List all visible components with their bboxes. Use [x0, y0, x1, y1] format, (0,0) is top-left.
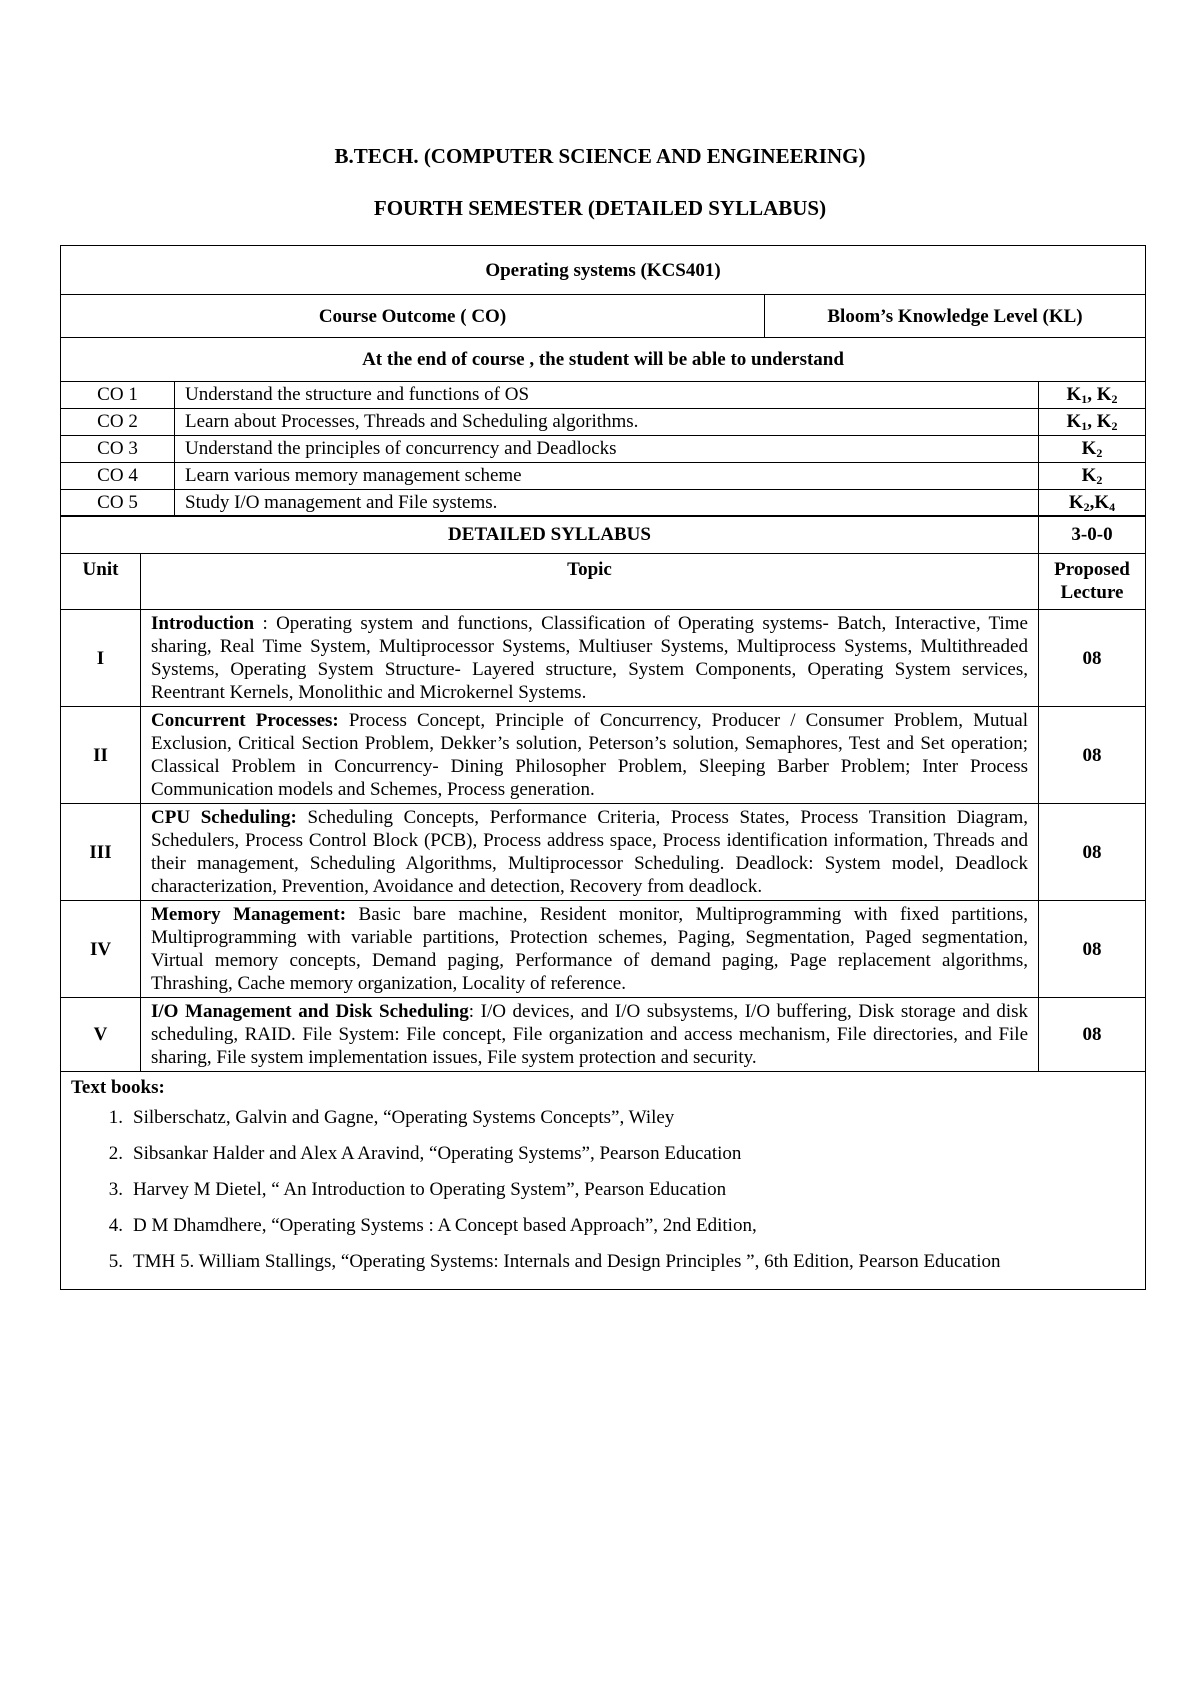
outcome-row — [61, 408, 1146, 435]
unit-title: Memory Management: — [151, 904, 347, 925]
outcome-row — [61, 435, 1146, 462]
textbook-number: 2. — [108, 1142, 123, 1164]
unit-separator: : — [468, 1001, 481, 1022]
unit-number: I — [61, 610, 141, 707]
unit-body: Operating system and functions, Classification of Operating systems- Batch, Interactive, Time sharing, Real Time System, Multiprocessor Systems, Multiuser Systems, Multiprocess Systems, Multithreaded Systems, Operating System Structure- Layered structure, System Components, Operating System services, Reentrant Kernels, Monolithic and Microkernel Systems. — [151, 613, 1028, 703]
kl-subscript: 2 — [1096, 473, 1103, 487]
kl-subscript: 2 — [1111, 419, 1118, 433]
course-outcome-table — [60, 245, 1146, 382]
textbook-number: 4. — [108, 1214, 123, 1236]
unit-lectures: 08 — [1039, 998, 1146, 1072]
unit-separator — [339, 710, 349, 731]
unit-title: CPU Scheduling: — [151, 807, 297, 828]
kl-subscript: 4 — [1109, 500, 1116, 514]
textbook-item — [71, 1243, 1139, 1279]
lecture-header: Proposed Lecture — [1039, 554, 1146, 610]
unit-lectures: 08 — [1039, 901, 1146, 998]
unit-lectures: 08 — [1039, 804, 1146, 901]
unit-number: V — [61, 998, 141, 1072]
unit-body: Process Concept, Principle of Concurrency, Producer / Consumer Problem, Mutual Exclusion, Critical Section Problem, Dekker’s solution, Peterson’s solution, Semaphores, Test and Set operation; Classical Problem in Concurrency- Dining Philosopher Problem, Sleeping Barber Problem; Inter Process Communication models and Schemes, Process generation. — [151, 710, 1028, 800]
co-header: Course Outcome ( CO) — [61, 295, 765, 338]
outcome-kl — [1039, 435, 1146, 462]
outcome-code: CO 2 — [61, 408, 175, 435]
textbook-text: Sibsankar Halder and Alex A Aravind, “Operating Systems”, Pearson Education — [133, 1142, 742, 1164]
unit-topic — [141, 901, 1039, 998]
syllabus-table — [60, 515, 1146, 1290]
document-subheading: FOURTH SEMESTER (DETAILED SYLLABUS) — [373, 196, 827, 220]
textbook-text: Harvey M Dietel, “ An Introduction to Operating System”, Pearson Education — [133, 1178, 727, 1200]
course-title: Operating systems (KCS401) — [61, 246, 1146, 295]
outcome-kl — [1039, 462, 1146, 489]
unit-topic — [141, 610, 1039, 707]
textbook-item — [71, 1099, 1139, 1135]
outcome-code: CO 1 — [61, 381, 175, 408]
unit-number: III — [61, 804, 141, 901]
textbook-item — [71, 1207, 1139, 1243]
unit-row — [61, 707, 1146, 804]
kl-letter: K — [1081, 438, 1097, 459]
kl-header: Bloom’s Knowledge Level (KL) — [765, 295, 1146, 338]
document-heading: B.TECH. (COMPUTER SCIENCE AND ENGINEERING) — [334, 144, 866, 168]
unit-row — [61, 804, 1146, 901]
unit-row — [61, 610, 1146, 707]
outcome-text: Learn about Processes, Threads and Scheduling algorithms. — [175, 408, 1039, 435]
kl-letter: K — [1081, 465, 1097, 486]
outcomes-table — [60, 381, 1146, 517]
kl-subscript: 1 — [1081, 392, 1088, 406]
textbook-text: TMH 5. William Stallings, “Operating Systems: Internals and Design Principles ”, 6th Edition, Pearson Education — [133, 1250, 1001, 1272]
kl-letter: K — [1066, 411, 1082, 432]
outcome-code: CO 3 — [61, 435, 175, 462]
outcome-kl — [1039, 408, 1146, 435]
outcome-text: Study I/O management and File systems. — [175, 489, 1039, 516]
ltp-value: 3-0-0 — [1039, 516, 1146, 554]
outcome-row — [61, 462, 1146, 489]
textbooks-list — [71, 1099, 1139, 1279]
detailed-syllabus-label: DETAILED SYLLABUS — [61, 516, 1039, 554]
outcome-kl — [1039, 489, 1146, 516]
unit-number: IV — [61, 901, 141, 998]
kl-letter: K — [1066, 384, 1082, 405]
unit-title: I/O Management and Disk Scheduling — [151, 1001, 469, 1022]
unit-separator: : — [254, 613, 277, 634]
textbook-item — [71, 1171, 1139, 1207]
textbook-number: 3. — [108, 1178, 123, 1200]
unit-topic — [141, 804, 1039, 901]
unit-body: I/O devices, and I/O subsystems, I/O buffering, Disk storage and disk scheduling, RAID. File System: File concept, File organization and access mechanism, File directories, and File sharing, File system implementation issues, File system protection and security. — [151, 1001, 1028, 1068]
outcome-text: Learn various memory management scheme — [175, 462, 1039, 489]
unit-lectures: 08 — [1039, 707, 1146, 804]
textbooks-label: Text books: — [71, 1077, 165, 1098]
unit-number: II — [61, 707, 141, 804]
unit-row — [61, 998, 1146, 1072]
outcome-row — [61, 381, 1146, 408]
kl-letter: , K — [1087, 384, 1112, 405]
topic-header: Topic — [141, 554, 1039, 610]
outcome-text: Understand the structure and functions of OS — [175, 381, 1039, 408]
unit-separator — [346, 904, 358, 925]
unit-title: Concurrent Processes: — [151, 710, 339, 731]
outcome-code: CO 4 — [61, 462, 175, 489]
unit-topic — [141, 998, 1039, 1072]
textbooks-section — [61, 1072, 1146, 1290]
kl-letter: K — [1068, 492, 1084, 513]
kl-letter: ,K — [1089, 492, 1110, 513]
kl-subscript: 1 — [1081, 419, 1088, 433]
unit-body: Basic bare machine, Resident monitor, Multiprogramming with fixed partitions, Multiprogramming with variable partitions, Protection schemes, Paging, Segmentation, Paged segmentation, Virtual memory concepts, Demand paging, Performance of demand paging, Page replacement algorithms, Thrashing, Cache memory organization, Locality of reference. — [151, 904, 1029, 994]
outcome-code: CO 5 — [61, 489, 175, 516]
kl-subscript: 2 — [1083, 500, 1090, 514]
outcome-row — [61, 489, 1146, 516]
unit-topic — [141, 707, 1039, 804]
outcome-kl — [1039, 381, 1146, 408]
textbook-text: D M Dhamdhere, “Operating Systems : A Concept based Approach”, 2nd Edition, — [133, 1214, 757, 1236]
textbook-item — [71, 1135, 1139, 1171]
outcome-text: Understand the principles of concurrency and Deadlocks — [175, 435, 1039, 462]
textbook-text: Silberschatz, Galvin and Gagne, “Operating Systems Concepts”, Wiley — [133, 1106, 675, 1128]
unit-header: Unit — [61, 554, 141, 610]
textbook-number: 1. — [108, 1106, 123, 1128]
unit-row — [61, 901, 1146, 998]
textbook-number: 5. — [108, 1250, 123, 1272]
unit-lectures: 08 — [1039, 610, 1146, 707]
co-intro: At the end of course , the student will be able to understand — [61, 338, 1146, 382]
unit-separator — [297, 807, 308, 828]
kl-letter: , K — [1087, 411, 1112, 432]
unit-title: Introduction — [151, 613, 255, 634]
kl-subscript: 2 — [1111, 392, 1118, 406]
kl-subscript: 2 — [1096, 446, 1103, 460]
syllabus-frame — [60, 245, 1145, 1290]
unit-body: Scheduling Concepts, Performance Criteria, Process States, Process Transition Diagram, Schedulers, Process Control Block (PCB), Process address space, Process identification information, Threads and their management, Scheduling Algorithms, Multiprocessor Scheduling. Deadlock: System model, Deadlock characterization, Prevention, Avoidance and detection, Recovery from deadlock. — [151, 807, 1028, 897]
